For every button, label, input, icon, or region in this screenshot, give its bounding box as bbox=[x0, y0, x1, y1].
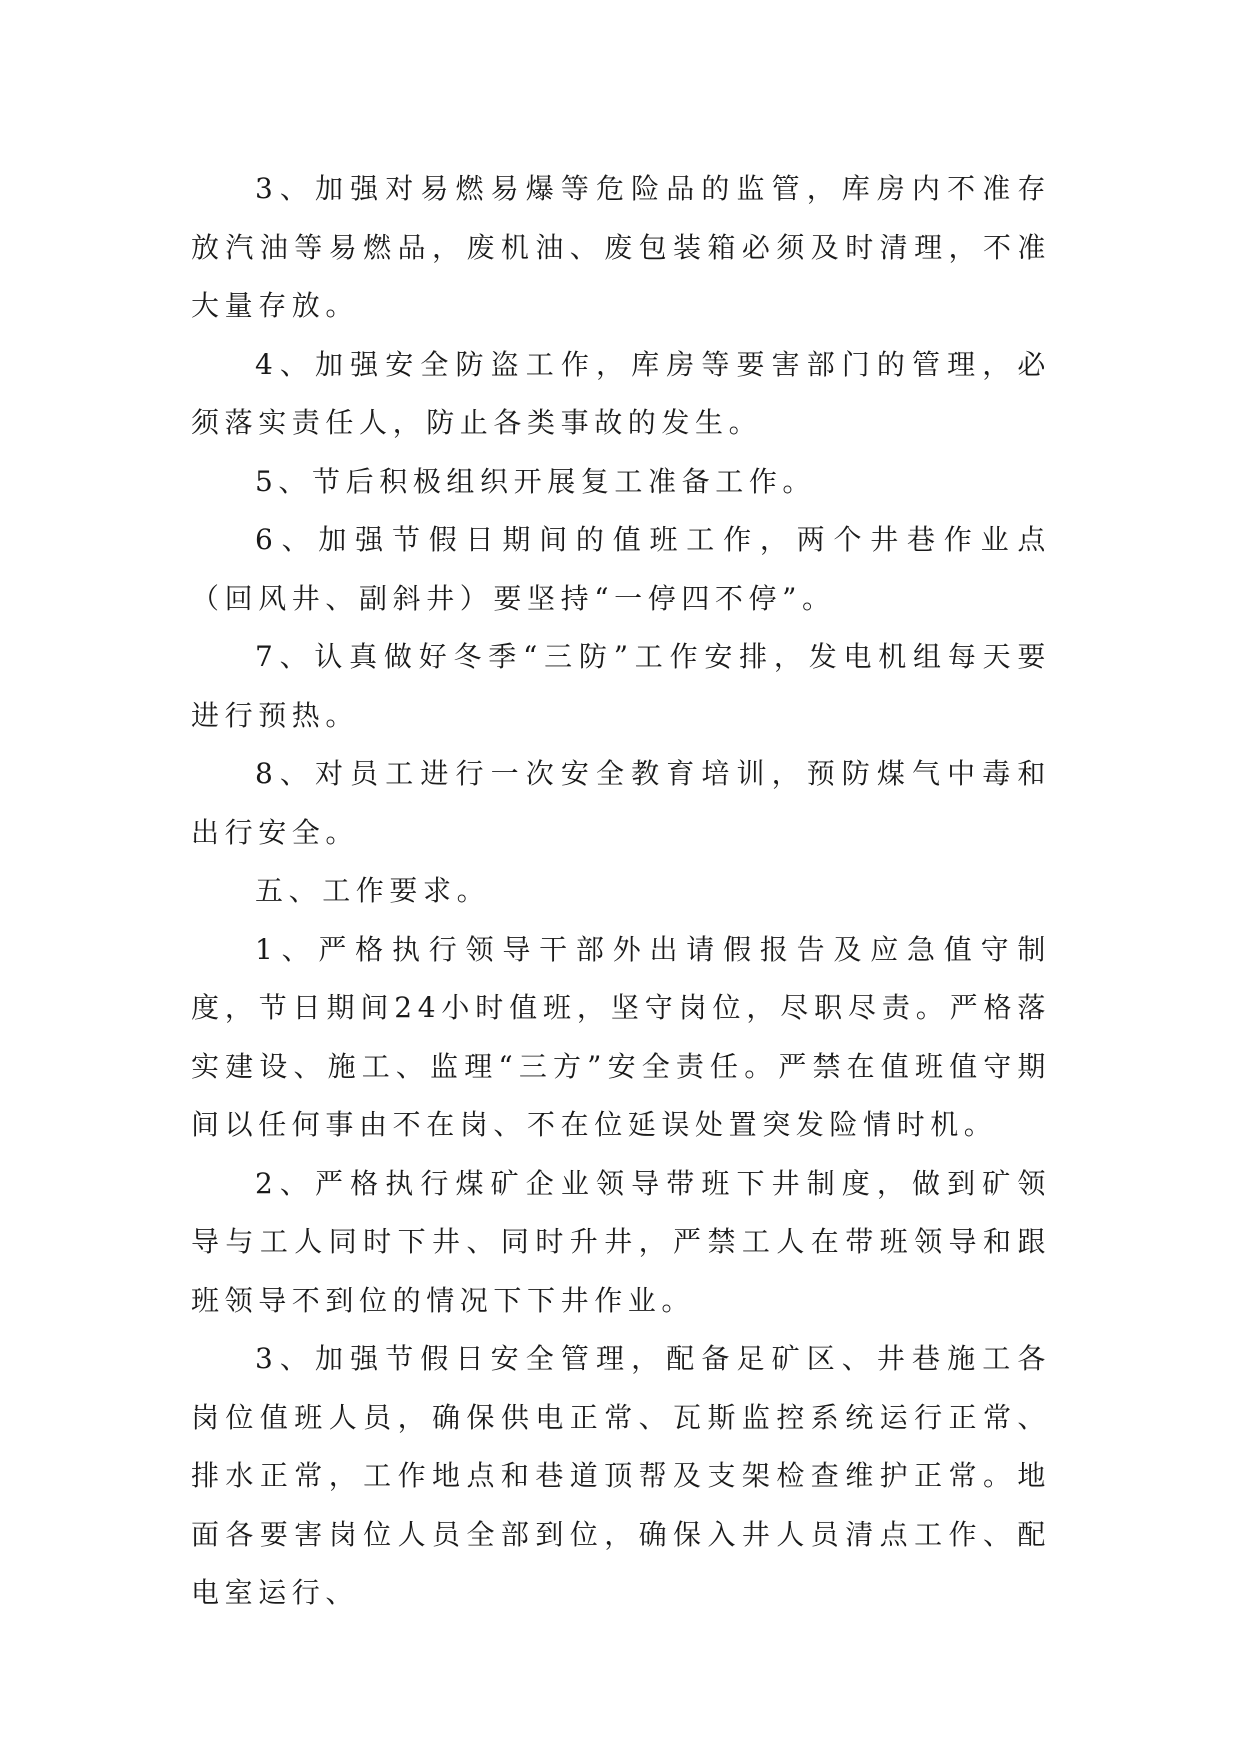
paragraph-item-5-resumption: 5、节后积极组织开展复工准备工作。 bbox=[255, 464, 817, 498]
paragraph-item-7-winter: 7、认真做好冬季“三防”工作安排，发电机组每天要进行预热。 bbox=[191, 640, 1051, 732]
paragraph-requirement-1: 1、严格执行领导干部外出请假报告及应急值守制度，节日期间24小时值班，坚守岗位，尽职尽责。严格落实建设、施工、监理“三方”安全责任。严禁在值班值守期间以任何事由不在岗、不在位延误处置突发险情时机。 bbox=[191, 932, 1051, 1141]
paragraph-item-3-hazmat: 3、加强对易燃易爆等危险品的监管，库房内不准存放汽油等易燃品，废机油、废包装箱必须及时清理，不准大量存放。 bbox=[191, 172, 1051, 322]
paragraph-item-6-duty: 6、加强节假日期间的值班工作，两个井巷作业点（回风井、副斜井）要坚持“一停四不停”。 bbox=[191, 523, 1051, 615]
paragraph-requirement-3: 3、加强节假日安全管理，配备足矿区、井巷施工各岗位值班人员，确保供电正常、瓦斯监控系统运行正常、排水正常，工作地点和巷道顶帮及支架检查维护正常。地面各要害岗位人员全部到位，确保入井人员清点工作、配电室运行、 bbox=[191, 1342, 1051, 1609]
paragraph-requirement-2: 2、严格执行煤矿企业领导带班下井制度，做到矿领导与工人同时下井、同时升井，严禁工人在带班领导和跟班领导不到位的情况下下井作业。 bbox=[191, 1166, 1051, 1317]
paragraph-item-4-theft-prevention: 4、加强安全防盗工作，库房等要害部门的管理，必须落实责任人，防止各类事故的发生。 bbox=[191, 347, 1051, 439]
document-body bbox=[191, 160, 1051, 1623]
paragraph-item-8-training: 8、对员工进行一次安全教育培训，预防煤气中毒和出行安全。 bbox=[191, 757, 1051, 849]
section-heading-work-requirements: 五、工作要求。 bbox=[255, 874, 491, 907]
